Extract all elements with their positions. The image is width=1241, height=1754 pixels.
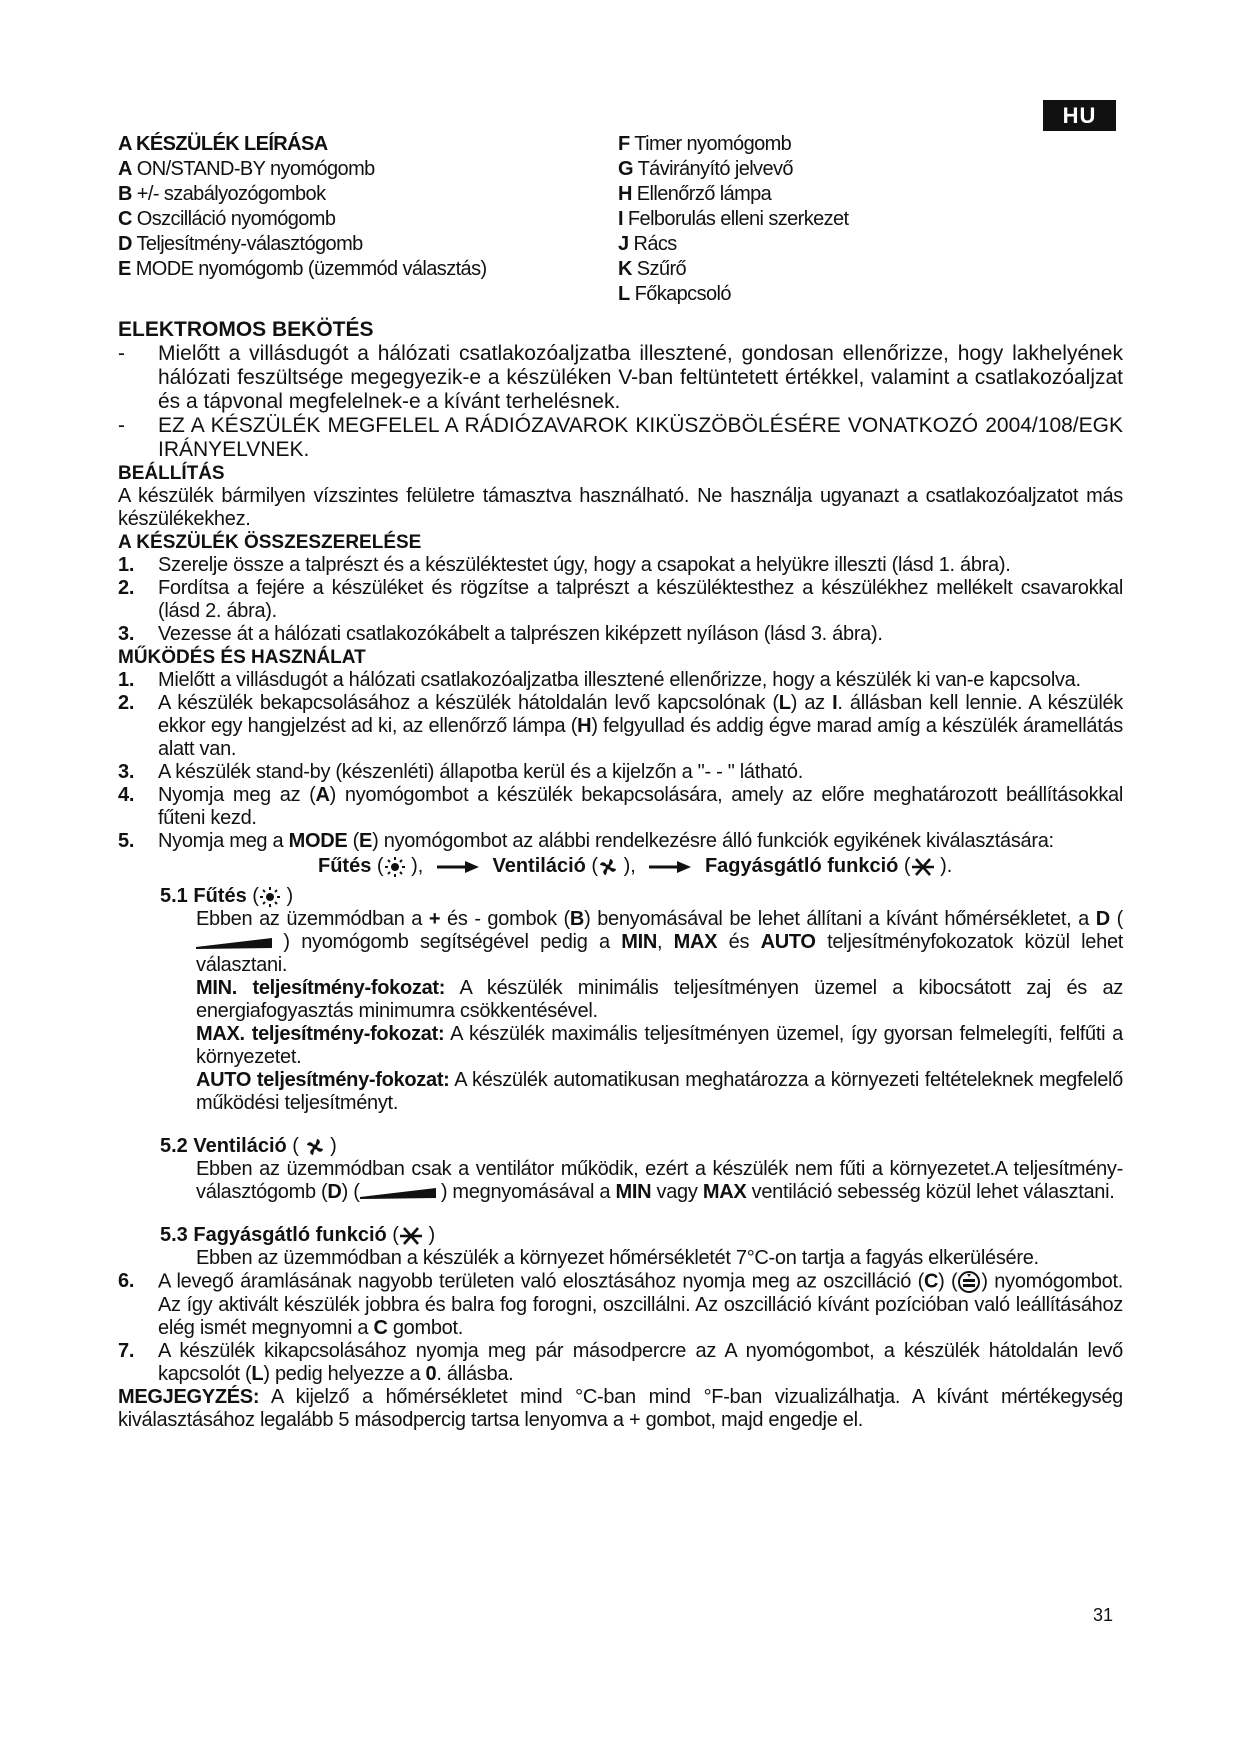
usage-step-7: 7. A készülék kikapcsolásához nyomja meg pár másodpercre az A nyomógombot, a készülék hátoldalán levő kapcsolót (L) pedig helyezze a 0. állásba.: [118, 1340, 1123, 1385]
fan-icon: [598, 857, 618, 877]
usage-step-1: 1. Mielőtt a villásdugót a hálózati csatlakozóaljzatba illesztené ellenőrizze, hogy a készülék ki van-e kapcsolva.: [118, 669, 1081, 691]
mukodes-title: MŰKÖDÉS ÉS HASZNÁLAT: [118, 647, 366, 668]
subsection-ventilation: [118, 1135, 1123, 1204]
antifreeze-body: Ebben az üzemmódban a készülék a környezet hőmérsékletét 7°C-on tartja a fagyás elkerülésére.: [196, 1247, 1039, 1269]
desc-item-l: L Főkapcsoló: [618, 283, 731, 305]
power-level-bar-icon: [360, 1186, 436, 1200]
desc-item-j: J Rács: [618, 233, 677, 255]
antifreeze-title: 5.3 Fagyásgátló funkció ( ): [160, 1224, 436, 1246]
description-right-column: [618, 132, 1038, 307]
subsection-antifreeze: [118, 1224, 1123, 1270]
desc-item-a: A ON/STAND-BY nyomógomb: [118, 158, 375, 180]
desc-item-k: K Szűrő: [618, 258, 687, 280]
heating-body: Ebben az üzemmódban a + és - gombok (B) benyomásával be lehet állítani a kívánt hőmérsékletet, a D ( ) nyomógomb segítségével pedig a MIN, MAX és AUTO teljesítményfokozatok közül lehet választani. MIN. teljesítmény-fokozat: A készülék minimális teljesítményen üzemel a kibocsátott zaj és az energiafogyasztás minimumra csökkentésével. MAX. teljesítmény-fokozat: A készülék maximális teljesítményen üzemel, így gyorsan felmelegíti, felfűti a környezetet. AUTO teljesítmény-fokozat: A készülék automatikusan meghatározza a környezeti feltételeknek megfelelő működési teljesítményt.: [196, 908, 1124, 1114]
desc-item-c: C Oszcilláció nyomógomb: [118, 208, 336, 230]
usage-step-5: 5. Nyomja meg a MODE (E) nyomógombot az alábbi rendelkezésre álló funkciók egyikének kiválasztására:: [118, 830, 1054, 852]
fan-icon: [305, 1137, 325, 1157]
language-badge: HU: [1043, 100, 1116, 131]
desc-item-f: F Timer nyomógomb: [618, 133, 792, 155]
beallitas-title: BEÁLLÍTÁS: [118, 463, 225, 484]
page-number: 31: [1093, 1605, 1114, 1625]
arrow-right-icon: [649, 860, 691, 874]
note: MEGJEGYZÉS: A kijelző a hőmérsékletet mind °C-ban mind °F-ban vizualizálhatja. A kívánt mértékegység kiválasztásához legalább 5 másodpercig tartsa lenyomva a + gombot, majd engedje el.: [118, 1386, 1123, 1431]
max-level-desc: MAX. teljesítmény-fokozat: A készülék maximális teljesítményen üzemel, így gyorsan felmelegíti, felfűti a környezetet.: [196, 1023, 1123, 1068]
desc-item-e: E MODE nyomógomb (üzemmód választás): [118, 258, 487, 280]
elektromos-item-2: - EZ A KÉSZÜLÉK MEGFELEL A RÁDIÓZAVAROK KIKÜSZÖBÖLÉSÉRE VONATKOZÓ 2004/108/EGK IRÁNYELVNEK.: [118, 414, 1123, 461]
desc-item-g: G Távirányító jelvevő: [618, 158, 793, 180]
osszeszereles-title: A KÉSZÜLÉK ÖSSZESZERELÉSE: [118, 532, 422, 553]
mode-sequence: Fűtés ( ), Ventiláció ( ), Fagyásgátló funkció ( ).: [318, 855, 953, 877]
usage-step-2: 2. A készülék bekapcsolásához a készülék hátoldalán levő kapcsolónak (L) az I. állásban kell lennie. A készülék ekkor egy hangjelzést ad ki, az ellenőrző lámpa (H) felgyullad és addig égve marad amíg a készülék áramellátás alatt van.: [118, 692, 1123, 760]
assembly-step-2: 2. Fordítsa a fejére a készüléket és rögzítse a talprészt a készüléktesthez a készülékhez mellékelt csavarokkal (lásd 2. ábra).: [118, 577, 1123, 622]
elektromos-title: ELEKTROMOS BEKÖTÉS: [118, 318, 374, 341]
assembly-step-1: 1. Szerelje össze a talprészt és a készüléktestet úgy, hogy a csapokat a helyükre illeszti (lásd 1. ábra).: [118, 554, 1011, 576]
sun-heat-icon: [259, 886, 281, 908]
arrow-right-icon: [437, 860, 479, 874]
snowflake-antifreeze-icon: [399, 1226, 423, 1246]
usage-step-3: 3. A készülék stand-by (készenléti) állapotba kerül és a kijelzőn a "- - " látható.: [118, 761, 803, 783]
desc-item-h: H Ellenőrző lámpa: [618, 183, 772, 205]
auto-level-desc: AUTO teljesítmény-fokozat: A készülék automatikusan meghatározza a környezeti feltételeknek megfelelő működési teljesítményt.: [196, 1069, 1123, 1114]
usage-step-4: 4. Nyomja meg az (A) nyomógombot a készülék bekapcsolására, amely az előre meghatározott beállításokkal fűteni kezd.: [118, 784, 1123, 829]
ventilation-body: Ebben az üzemmódban csak a ventilátor működik, ezért a készülék nem fűti a környezetet.A teljesítmény-választógomb (D) ( ) megnyomásával a MIN vagy MAX ventiláció sebesség közül lehet választani.: [196, 1158, 1123, 1203]
subsection-heating: [118, 885, 1123, 1115]
heating-title: 5.1 Fűtés ( ): [160, 885, 294, 907]
desc-item-b: B +/- szabályozógombok: [118, 183, 326, 205]
elektromos-item-1: - Mielőtt a villásdugót a hálózati csatlakozóaljzatba illesztené, gondosan ellenőrizze, hogy lakhelyének hálózati feszültsége megegyezik-e a készüléken V-ban feltüntetett értékkel, valamint a csatlakozóaljzat és a tápvonal megfelelnek-e a kívánt terhelésnek.: [118, 342, 1123, 413]
beallitas-text: A készülék bármilyen vízszintes felületre támasztva használható. Ne használja ugyanazt a csatlakozóaljzatot más készülékekhez.: [118, 485, 1123, 530]
ventilation-title: 5.2 Ventiláció ( ): [160, 1135, 337, 1157]
assembly-step-3: 3. Vezesse át a hálózati csatlakozókábelt a talprészen kiképzett nyíláson (lásd 3. ábra).: [118, 623, 883, 645]
desc-item-i: I Felborulás elleni szerkezet: [618, 208, 849, 230]
description-title: A KÉSZÜLÉK LEÍRÁSA: [118, 133, 328, 155]
main-content: [118, 318, 1123, 1432]
usage-step-6: 6. A levegő áramlásának nagyobb területen való elosztásához nyomja meg az oszcilláció (C) ( ) nyomógombot. Az így aktivált készülék jobbra és balra fog forogni, oszcillálni. Az oszcilláció kívánt pozícióban való leállításához elég ismét megnyomni a C gombot.: [118, 1270, 1123, 1339]
description-left-column: [118, 132, 608, 282]
power-level-bar-icon: [196, 936, 272, 950]
snowflake-antifreeze-icon: [911, 857, 935, 877]
desc-item-d: D Teljesítmény-választógomb: [118, 233, 363, 255]
min-level-desc: MIN. teljesítmény-fokozat: A készülék minimális teljesítményen üzemel a kibocsátott zaj és az energiafogyasztás minimumra csökkentésével.: [196, 977, 1123, 1022]
sun-heat-icon: [384, 856, 406, 878]
oscillation-icon: [957, 1270, 981, 1294]
